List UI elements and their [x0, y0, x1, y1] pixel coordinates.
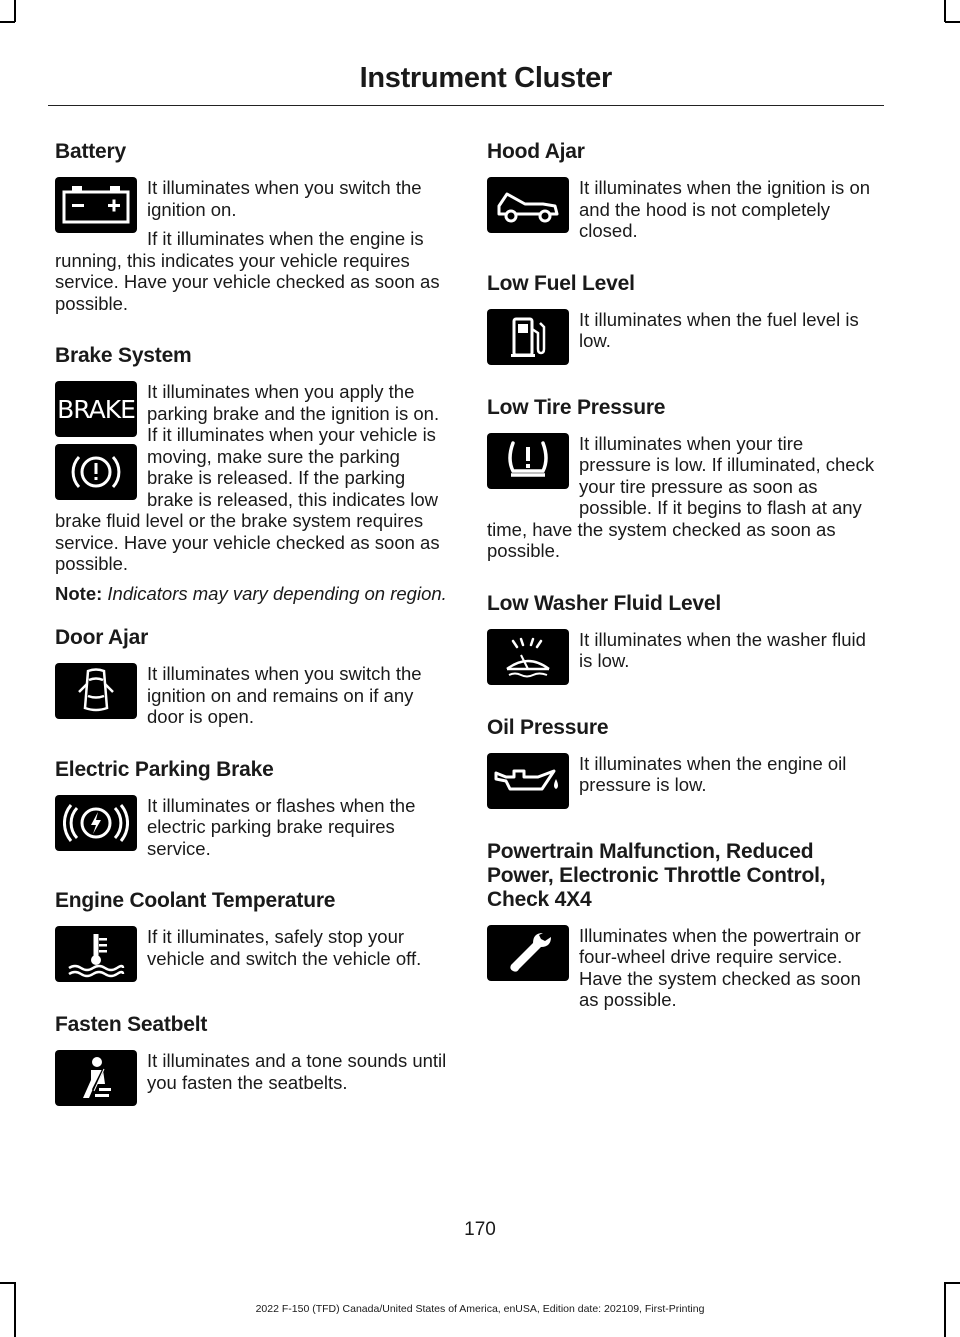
- wrench-icon: [487, 925, 569, 981]
- fuel-pump-icon: [487, 309, 569, 365]
- section-low-fuel: [487, 272, 879, 374]
- oil-can-icon: [487, 753, 569, 809]
- section-title: Brake System: [55, 344, 192, 367]
- section-low-tire-pressure: [487, 396, 879, 570]
- section-title: Battery: [55, 140, 126, 163]
- section-title: Low Fuel Level: [487, 271, 635, 295]
- section-title: Hood Ajar: [487, 140, 585, 163]
- section-brake-system: [55, 344, 447, 604]
- page-header: [48, 58, 884, 106]
- crop-mark: [945, 1282, 960, 1284]
- epb-text-1: It illuminates or flashes when the electric parking brake requires service.: [147, 794, 416, 859]
- section-title: Powertrain Malfunction, Reduced Power, Electronic Throttle Control, Check 4X4: [487, 839, 826, 911]
- seatbelt-icon: [55, 1050, 137, 1106]
- electric-parking-brake-icon: [55, 795, 137, 851]
- section-oil-pressure: [487, 716, 879, 818]
- note-label: Note:: [55, 582, 103, 604]
- crop-mark: [944, 0, 946, 22]
- page-number: 170: [464, 1219, 496, 1240]
- coolant-temperature-icon: [55, 926, 137, 982]
- oil-text-1: It illuminates when the engine oil pressure is low.: [579, 752, 847, 795]
- section-engine-coolant: [55, 889, 447, 991]
- section-hood-ajar: [487, 140, 879, 250]
- section-door-ajar: [55, 626, 447, 736]
- battery-icon: [55, 177, 137, 233]
- powertrain-text-1: Illuminates when the powertrain or four-wheel drive require service. Have the system checked as soon as possible.: [579, 924, 861, 1010]
- section-battery: [55, 140, 447, 322]
- section-electric-parking-brake: [55, 758, 447, 868]
- section-title: Door Ajar: [55, 626, 149, 649]
- section-title: Electric Parking Brake: [55, 757, 274, 781]
- brake-text-icon: [55, 381, 137, 437]
- battery-text-2: If it illuminates when the engine is running, this indicates your vehicle requires service. Have your vehicle checked as soon as possible.: [55, 228, 440, 314]
- door-text-1: It illuminates when you switch the ignition on and remains on if any door is open.: [147, 663, 422, 727]
- left-column: [55, 140, 447, 1137]
- brake-text-1: It illuminates when you apply the parking brake and the ignition is on. If it illuminates when your vehicle is moving, make sure the parking brake is released. If the parking brake is released, this indicates low brake fluid level or the brake system requires service. Have your vehicle checked as soon as possible.: [55, 381, 440, 574]
- page-title: Instrument Cluster: [359, 62, 612, 94]
- crop-mark: [0, 1282, 15, 1284]
- hood-ajar-icon: [487, 177, 569, 233]
- crop-mark: [945, 21, 960, 23]
- section-fasten-seatbelt: [55, 1013, 447, 1115]
- brake-warning-icon: [55, 444, 137, 500]
- brake-note: [55, 583, 447, 605]
- washer-text-1: It illuminates when the washer fluid is low.: [579, 628, 866, 671]
- door-ajar-icon: [55, 663, 137, 719]
- coolant-text-1: If it illuminates, safely stop your vehicle and switch the vehicle off.: [147, 926, 422, 969]
- section-powertrain: [487, 840, 879, 1019]
- note-text: Indicators may vary depending on region.: [107, 582, 447, 604]
- section-low-washer-fluid: [487, 592, 879, 694]
- fuel-text-1: It illuminates when the fuel level is low.: [579, 308, 859, 351]
- battery-text-1: It illuminates when you switch the ignition on.: [147, 177, 422, 220]
- section-title: Low Washer Fluid Level: [487, 591, 722, 615]
- edition-footer: 2022 F-150 (TFD) Canada/United States of America, enUSA, Edition date: 202109, First-Printing: [255, 1303, 705, 1315]
- brake-icon-label: BRAKE: [57, 394, 135, 424]
- section-title: Low Tire Pressure: [487, 395, 666, 419]
- right-column: [487, 140, 879, 1041]
- tire-pressure-icon: [487, 433, 569, 489]
- section-title: Fasten Seatbelt: [55, 1013, 208, 1036]
- crop-mark: [0, 21, 15, 23]
- hood-text-1: It illuminates when the ignition is on and the hood is not completely closed.: [579, 177, 871, 241]
- section-title: Engine Coolant Temperature: [55, 889, 336, 912]
- seatbelt-text-1: It illuminates and a tone sounds until you fasten the seatbelts.: [147, 1050, 447, 1093]
- crop-mark: [14, 0, 16, 22]
- tire-text-1: It illuminates when your tire pressure is low. If illuminated, check your tire pressure as soon as possible. If it begins to flash at any time, have the system checked as soon as possible.: [487, 432, 875, 561]
- washer-fluid-icon: [487, 629, 569, 685]
- section-title: Oil Pressure: [487, 715, 609, 739]
